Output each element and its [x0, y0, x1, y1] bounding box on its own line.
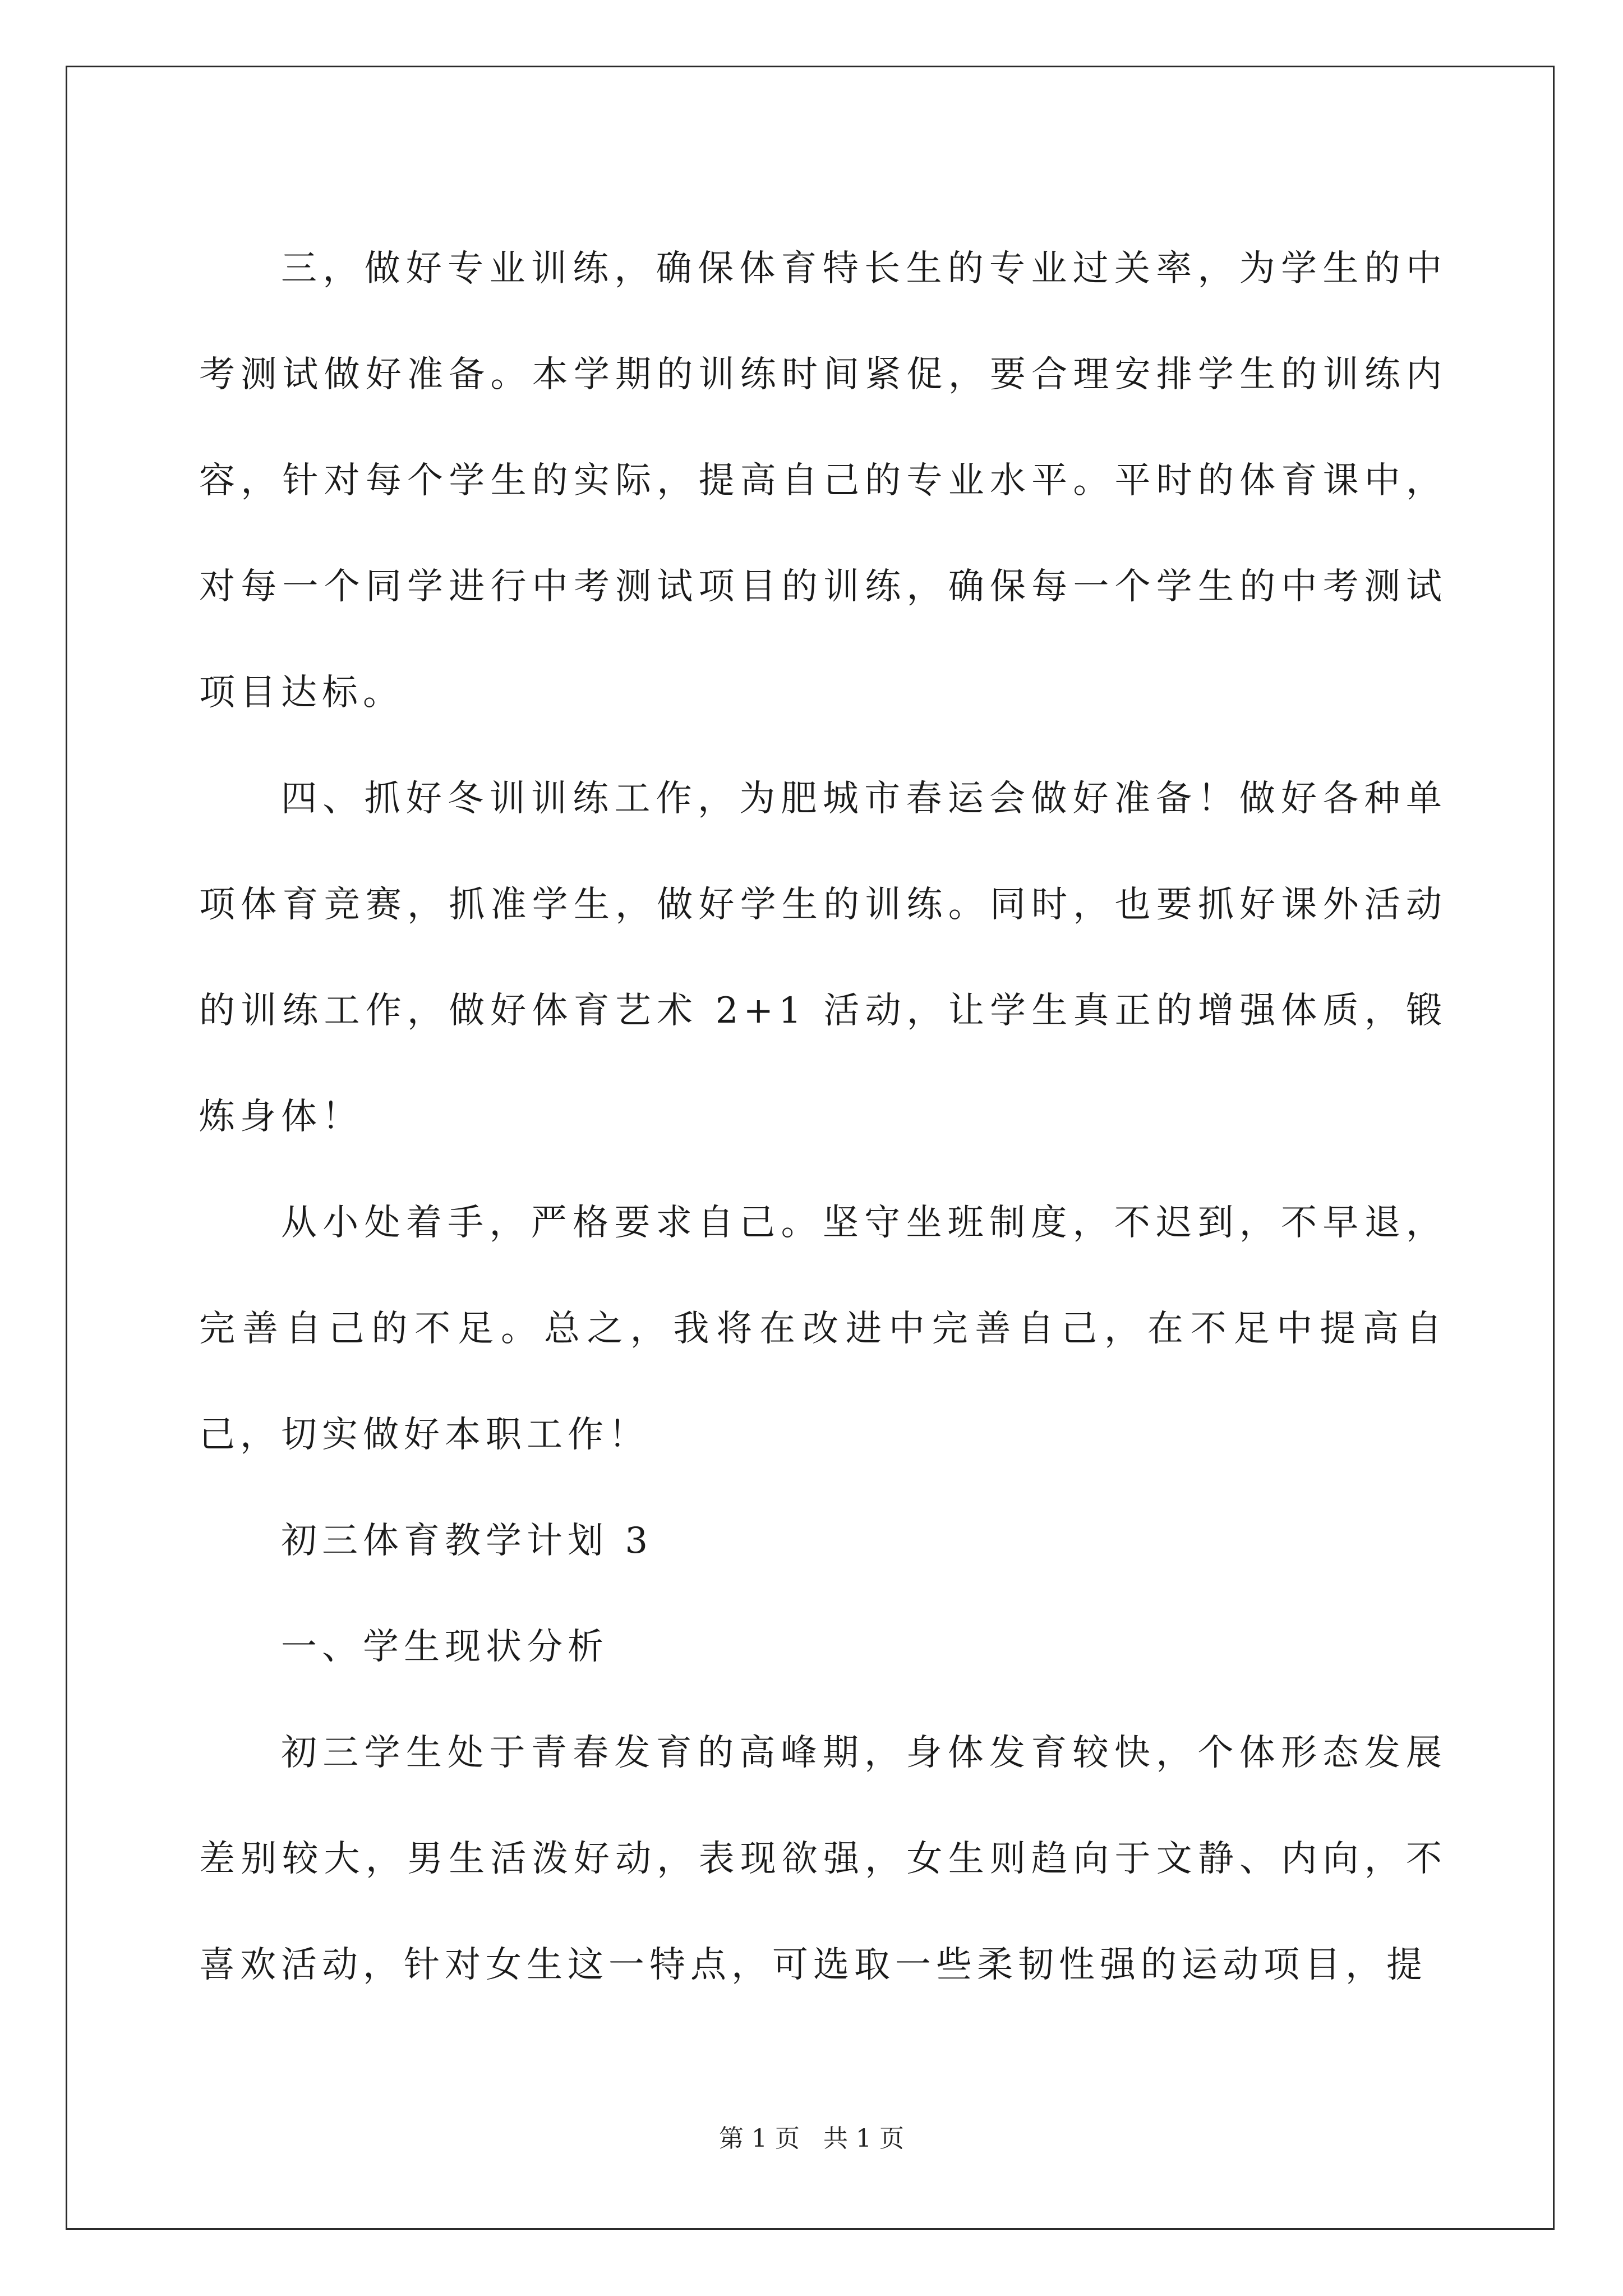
page-number-footer: 第 1 页 共 1 页	[719, 2124, 904, 2153]
section-title: 初三体育教学计划 3	[281, 1520, 653, 1562]
paragraph-professional-training: 三，做好专业训练，确保体育特长生的专业过关率，为学生的中考测试做好准备。本学期的训练时间紧促，要合理安排学生的训练内容，针对每个学生的实际，提高自己的专业水平。平时的体育课中，对每一个同学进行中考测试项目的训练，确保每一个学生的中考测试项目达标。	[199, 248, 1447, 714]
paragraph-student-analysis: 初三学生处于青春发育的高峰期，身体发育较快，个体形态发展差别较大，男生活泼好动，表现欲强，女生则趋向于文静、内向，不喜欢活动，针对女生这一特点，可选取一些柔韧性强的运动项目，提	[199, 1732, 1447, 1986]
document-body	[199, 216, 1447, 2018]
paragraph-winter-training: 四、抓好冬训训练工作，为肥城市春运会做好准备！做好各种单项体育竞赛，抓准学生，做好学生的训练。同时，也要抓好课外活动的训练工作，做好体育艺术 2+1 活动，让学生真正的增强体质，锻炼身体！	[199, 778, 1447, 1138]
paragraph-self-discipline: 从小处着手，严格要求自己。坚守坐班制度，不迟到，不早退，完善自己的不足。总之，我将在改进中完善自己，在不足中提高自己，切实做好本职工作！	[199, 1202, 1447, 1456]
subsection-title: 一、学生现状分析	[281, 1626, 608, 1668]
